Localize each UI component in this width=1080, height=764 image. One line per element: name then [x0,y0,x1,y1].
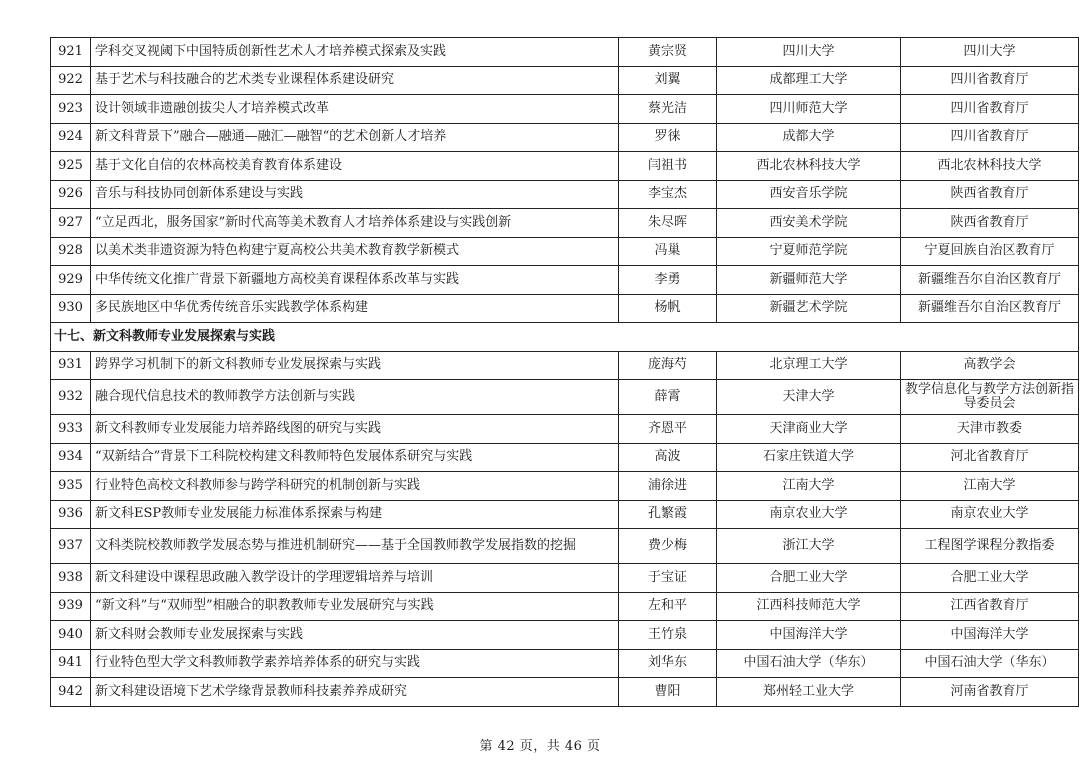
project-title: 基于艺术与科技融合的艺术类专业课程体系建设研究 [91,66,619,95]
project-lead: 左和平 [619,592,717,621]
project-title: “新文科”与“双师型”相融合的职教教师专业发展研究与实践 [91,592,619,621]
project-title: 文科类院校教师教学发展态势与推进机制研究——基于全国教师教学发展指数的挖掘 [91,529,619,564]
host-institution: 浙江大学 [717,529,901,564]
recommending-unit: 四川大学 [901,38,1079,67]
table-row [51,237,1079,266]
table-row [51,472,1079,501]
host-institution: 西北农林科技大学 [717,152,901,181]
row-number: 938 [51,564,91,593]
page-footer: 第 42 页，共 46 页 [479,739,601,754]
project-lead: 孔繁霞 [619,500,717,529]
row-number: 928 [51,237,91,266]
project-lead: 齐恩平 [619,415,717,444]
table-row [51,95,1079,124]
table-row [51,351,1079,380]
project-title: 音乐与科技协同创新体系建设与实践 [91,180,619,209]
row-number: 934 [51,443,91,472]
project-lead: 刘翼 [619,66,717,95]
project-title: 新文科背景下”融合—融通—融汇—融智“的艺术创新人才培养 [91,123,619,152]
table-row [51,38,1079,67]
table-row [51,294,1079,323]
recommending-unit: 合肥工业大学 [901,564,1079,593]
host-institution: 中国石油大学（华东） [717,649,901,678]
project-title: “双新结合”背景下工科院校构建文科教师特色发展体系研究与实践 [91,443,619,472]
row-number: 936 [51,500,91,529]
project-lead: 浦徐进 [619,472,717,501]
host-institution: 江南大学 [717,472,901,501]
project-lead: 李宝杰 [619,180,717,209]
project-title: 学科交叉视阈下中国特质创新性艺术人才培养模式探索及实践 [91,38,619,67]
table-row [51,380,1079,415]
host-institution: 中国海洋大学 [717,621,901,650]
recommending-unit: 中国石油大学（华东） [901,649,1079,678]
row-number: 929 [51,266,91,295]
project-title: 以美术类非遗资源为特色构建宁夏高校公共美术教育教学新模式 [91,237,619,266]
host-institution: 西安音乐学院 [717,180,901,209]
host-institution: 四川师范大学 [717,95,901,124]
project-title: 融合现代信息技术的教师教学方法创新与实践 [91,380,619,415]
host-institution: 新疆师范大学 [717,266,901,295]
section-row [51,323,1079,352]
project-title: 新文科ESP教师专业发展能力标准体系探索与构建 [91,500,619,529]
project-lead: 杨帆 [619,294,717,323]
host-institution: 郑州轻工业大学 [717,678,901,707]
row-number: 942 [51,678,91,707]
row-number: 931 [51,351,91,380]
project-lead: 朱尽晖 [619,209,717,238]
recommending-unit: 宁夏回族自治区教育厅 [901,237,1079,266]
table-row [51,443,1079,472]
table-row [51,621,1079,650]
recommending-unit: 西北农林科技大学 [901,152,1079,181]
recommending-unit: 陕西省教育厅 [901,209,1079,238]
project-lead: 闫祖书 [619,152,717,181]
host-institution: 成都大学 [717,123,901,152]
project-title: 多民族地区中华优秀传统音乐实践教学体系构建 [91,294,619,323]
section-heading: 十七、新文科教师专业发展探索与实践 [51,323,1079,352]
project-title: 新文科建设语境下艺术学缘背景教师科技素养养成研究 [91,678,619,707]
host-institution: 合肥工业大学 [717,564,901,593]
project-lead: 黄宗贤 [619,38,717,67]
row-number: 924 [51,123,91,152]
row-number: 932 [51,380,91,415]
row-number: 937 [51,529,91,564]
row-number: 939 [51,592,91,621]
table-row [51,209,1079,238]
row-number: 921 [51,38,91,67]
host-institution: 南京农业大学 [717,500,901,529]
recommending-unit: 四川省教育厅 [901,123,1079,152]
project-lead: 于宝证 [619,564,717,593]
host-institution: 新疆艺术学院 [717,294,901,323]
project-lead: 李勇 [619,266,717,295]
project-title: 中华传统文化推广背景下新疆地方高校美育课程体系改革与实践 [91,266,619,295]
project-table [50,37,1079,707]
project-lead: 刘华东 [619,649,717,678]
project-title: 设计领域非遗融创拔尖人才培养模式改革 [91,95,619,124]
recommending-unit: 四川省教育厅 [901,66,1079,95]
host-institution: 四川大学 [717,38,901,67]
recommending-unit: 江西省教育厅 [901,592,1079,621]
row-number: 940 [51,621,91,650]
host-institution: 天津商业大学 [717,415,901,444]
row-number: 926 [51,180,91,209]
recommending-unit: 江南大学 [901,472,1079,501]
recommending-unit: 高教学会 [901,351,1079,380]
table-row [51,266,1079,295]
recommending-unit: 河北省教育厅 [901,443,1079,472]
project-title: 行业特色型大学文科教师教学素养培养体系的研究与实践 [91,649,619,678]
host-institution: 西安美术学院 [717,209,901,238]
host-institution: 天津大学 [717,380,901,415]
recommending-unit: 河南省教育厅 [901,678,1079,707]
row-number: 927 [51,209,91,238]
table-row [51,152,1079,181]
project-lead: 冯巢 [619,237,717,266]
host-institution: 石家庄铁道大学 [717,443,901,472]
recommending-unit: 新疆维吾尔自治区教育厅 [901,266,1079,295]
project-lead: 高波 [619,443,717,472]
project-lead: 罗徕 [619,123,717,152]
host-institution: 江西科技师范大学 [717,592,901,621]
table-row [51,500,1079,529]
table-row [51,529,1079,564]
recommending-unit: 南京农业大学 [901,500,1079,529]
project-title: 行业特色高校文科教师参与跨学科研究的机制创新与实践 [91,472,619,501]
table-row [51,415,1079,444]
table-row [51,564,1079,593]
table-row [51,592,1079,621]
recommending-unit: 陕西省教育厅 [901,180,1079,209]
row-number: 923 [51,95,91,124]
row-number: 933 [51,415,91,444]
recommending-unit: 工程图学课程分教指委 [901,529,1079,564]
project-title: 基于文化自信的农林高校美育教育体系建设 [91,152,619,181]
project-lead: 王竹泉 [619,621,717,650]
project-title: 跨界学习机制下的新文科教师专业发展探索与实践 [91,351,619,380]
project-title: 新文科建设中课程思政融入教学设计的学理逻辑培养与培训 [91,564,619,593]
project-lead: 庞海芍 [619,351,717,380]
project-lead: 薛霄 [619,380,717,415]
table-row [51,180,1079,209]
table-row [51,649,1079,678]
project-lead: 费少梅 [619,529,717,564]
project-title: 新文科教师专业发展能力培养路线图的研究与实践 [91,415,619,444]
host-institution: 宁夏师范学院 [717,237,901,266]
host-institution: 北京理工大学 [717,351,901,380]
recommending-unit: 中国海洋大学 [901,621,1079,650]
row-number: 935 [51,472,91,501]
project-title: 新文科财会教师专业发展探索与实践 [91,621,619,650]
project-lead: 蔡光洁 [619,95,717,124]
recommending-unit: 教学信息化与教学方法创新指导委员会 [901,380,1079,415]
table-row [51,678,1079,707]
row-number: 922 [51,66,91,95]
project-lead: 曹阳 [619,678,717,707]
row-number: 941 [51,649,91,678]
recommending-unit: 新疆维吾尔自治区教育厅 [901,294,1079,323]
row-number: 930 [51,294,91,323]
row-number: 925 [51,152,91,181]
table-row [51,66,1079,95]
recommending-unit: 天津市教委 [901,415,1079,444]
project-list-sheet [50,37,1075,707]
host-institution: 成都理工大学 [717,66,901,95]
project-title: “立足西北，服务国家”新时代高等美术教育人才培养体系建设与实践创新 [91,209,619,238]
table-row [51,123,1079,152]
recommending-unit: 四川省教育厅 [901,95,1079,124]
